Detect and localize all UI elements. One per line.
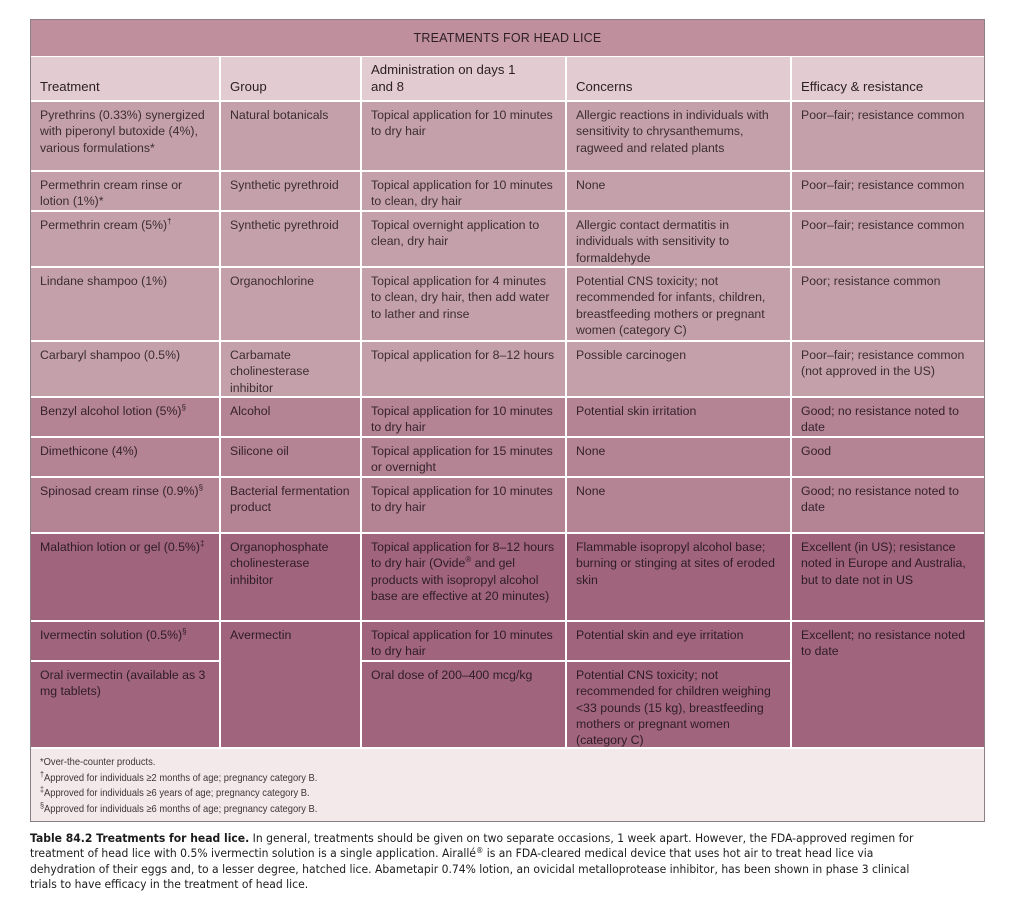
table-row-7-treatment	[31, 478, 219, 532]
administration-text-post: and gel products with isopropyl alcohol base are effective at 20 minutes)	[371, 556, 550, 603]
table-row-1-administration: Topical application for 10 minutes to clean, dry hair	[362, 172, 565, 210]
header-efficacy	[792, 57, 984, 100]
table-row-2-concerns: Allergic contact dermatitis in individuals with sensitivity to formaldehyde	[567, 212, 790, 266]
footnote-mark: †	[40, 769, 45, 779]
footnote-text: Over-the-counter products.	[43, 757, 156, 768]
table-row-9-efficacy: Excellent; no resistance noted to date	[792, 622, 984, 747]
treatment-name: Permethrin cream rinse or lotion (1%)*	[40, 178, 183, 209]
table-row-10-administration: Oral dose of 200–400 mcg/kg	[362, 662, 565, 747]
table-caption	[30, 831, 990, 892]
table-row-4-concerns: Possible carcinogen	[567, 342, 790, 396]
table-row-5-treatment	[31, 398, 219, 436]
table-row-10-treatment	[31, 662, 219, 747]
treatment-name: Spinosad cream rinse (0.9%)	[40, 484, 199, 498]
caption-line-2	[30, 846, 956, 861]
treatment-name: Permethrin cream (5%)	[40, 218, 168, 232]
table-row-1-efficacy: Poor–fair; resistance common	[792, 172, 984, 210]
table-row-9-administration: Topical application for 10 minutes to dry hair	[362, 622, 565, 660]
footnote-mark: *	[40, 757, 44, 768]
table-row-1-treatment	[31, 172, 219, 210]
table-row-2-treatment	[31, 212, 219, 266]
table-row-0-efficacy: Poor–fair; resistance common	[792, 102, 984, 170]
table-row-4-treatment	[31, 342, 219, 396]
table-row-7-efficacy: Good; no resistance noted to date	[792, 478, 984, 532]
table-row-6-efficacy: Good	[792, 438, 984, 476]
table-row-9-group: Avermectin	[221, 622, 360, 747]
footnote-mark: †	[167, 217, 172, 226]
table-row-4-efficacy: Poor–fair; resistance common (not approved in the US)	[792, 342, 984, 396]
table-row-5-group: Alcohol	[221, 398, 360, 436]
table-row-3-group: Organochlorine	[221, 268, 360, 340]
caption-text: is an FDA-cleared medical device that uses hot air to treat head lice via	[483, 847, 874, 861]
header-concerns	[567, 57, 790, 100]
table-row-8-concerns: Flammable isopropyl alcohol base; burning or stinging at sites of eroded skin	[567, 534, 790, 620]
administration-text-pre: Topical application for 8–12 hours to dry hair (Ovide	[371, 540, 555, 571]
table-row-9-treatment	[31, 622, 219, 660]
header-concerns-label: Concerns	[576, 79, 633, 94]
header-administration-line1: Administration on days 1	[371, 62, 516, 77]
table-row-2-efficacy: Poor–fair; resistance common	[792, 212, 984, 266]
table-row-3-treatment	[31, 268, 219, 340]
table-row-5-administration: Topical application for 10 minutes to dry hair	[362, 398, 565, 436]
caption-text: treatment of head lice with 0.5% ivermectin solution is a single application. Airallé	[30, 847, 477, 861]
header-efficacy-label: Efficacy & resistance	[801, 79, 924, 94]
table-row-0-group: Natural botanicals	[221, 102, 360, 170]
table-row-1-concerns: None	[567, 172, 790, 210]
table-row-7-concerns: None	[567, 478, 790, 532]
table-row-2-group: Synthetic pyrethroid	[221, 212, 360, 266]
treatment-name: Ivermectin solution (0.5%)	[40, 628, 183, 642]
footnote-mark: ‡	[199, 539, 205, 548]
treatment-name: Benzyl alcohol lotion (5%)	[40, 404, 182, 418]
table-row-4-group: Carbamate cholinesterase inhibitor	[221, 342, 360, 396]
header-administration-line2: and 8	[371, 79, 405, 94]
table-row-6-administration: Topical application for 15 minutes or overnight	[362, 438, 565, 476]
table-row-0-administration: Topical application for 10 minutes to dry hair	[362, 102, 565, 170]
treatment-name: Malathion lotion or gel (0.5%)	[40, 540, 200, 554]
registered-mark: ®	[465, 555, 472, 565]
treatment-name: Pyrethrins (0.33%) synergized with piperonyl butoxide (4%), various formulations*	[40, 108, 205, 155]
footnote-text: Approved for individuals ≥6 months of age; pregnancy category B.	[44, 803, 318, 815]
table-row-1-group: Synthetic pyrethroid	[221, 172, 360, 210]
footnote-mark: §	[40, 800, 45, 810]
table-row-6-group: Silicone oil	[221, 438, 360, 476]
treatment-name: Dimethicone (4%)	[40, 444, 138, 458]
footnote-mark: §	[198, 483, 204, 492]
footnote-mark: §	[182, 627, 187, 636]
treatment-name: Oral ivermectin (available as 3 mg tablets)	[40, 668, 206, 699]
table-row-6-concerns: None	[567, 438, 790, 476]
header-administration	[362, 57, 565, 100]
treatment-name: Carbaryl shampoo (0.5%)	[40, 348, 181, 362]
header-treatment-label: Treatment	[40, 79, 100, 94]
header-administration-label	[371, 61, 559, 95]
table-row-6-treatment	[31, 438, 219, 476]
table-row-5-concerns: Potential skin irritation	[567, 398, 790, 436]
footnote-1	[40, 771, 882, 787]
caption-text: In general, treatments should be given on two separate occasions, 1 week apart. However, the FDA-approved regimen for	[249, 832, 914, 845]
table-row-7-group: Bacterial fermentation product	[221, 478, 360, 532]
table-row-8-treatment	[31, 534, 219, 620]
table-row-8-efficacy: Excellent (in US); resistance noted in Europe and Australia, but to date not in US	[792, 534, 984, 620]
table-row-7-administration: Topical application for 10 minutes to dry hair	[362, 478, 565, 532]
caption-line-3: dehydration of their eggs and, to a lesser degree, hatched lice. Abametapir 0.74% lotion, an ovicidal metalloprotease inhibitor, has been shown in phase 3 clinical	[30, 862, 910, 876]
footnote-text: Approved for individuals ≥6 years of age; pregnancy category B.	[44, 788, 310, 799]
table-row-2-administration: Topical overnight application to clean, dry hair	[362, 212, 565, 266]
table-row-9-concerns: Potential skin and eye irritation	[567, 622, 790, 660]
footnote-0	[40, 755, 882, 771]
table-row-8-administration	[362, 534, 565, 620]
table-row-10-concerns: Potential CNS toxicity; not recommended for children weighing <33 pounds (15 kg), breastfeeding mothers or pregnant women (category C)	[567, 662, 790, 747]
table-row-4-administration: Topical application for 8–12 hours	[362, 342, 565, 396]
footnote-mark: §	[181, 403, 186, 412]
footnote-text: Approved for individuals ≥2 months of age; pregnancy category B.	[44, 772, 318, 784]
caption-lead: Table 84.2 Treatments for head lice.	[30, 832, 250, 845]
treatment-name: Lindane shampoo (1%)	[40, 274, 168, 288]
footnote-3	[40, 802, 882, 818]
table-footnotes	[31, 749, 984, 821]
table-row-0-treatment	[31, 102, 219, 170]
header-treatment	[31, 57, 219, 100]
caption-line-1	[30, 831, 956, 846]
registered-mark: ®	[476, 846, 484, 856]
table-title: TREATMENTS FOR HEAD LICE	[31, 20, 984, 56]
treatments-table	[30, 19, 985, 822]
header-group-label: Group	[230, 79, 267, 94]
table-row-3-administration: Topical application for 4 minutes to clean, dry hair, then add water to lather and rinse	[362, 268, 565, 340]
table-row-5-efficacy: Good; no resistance noted to date	[792, 398, 984, 436]
footnote-2	[40, 786, 882, 802]
table-row-0-concerns: Allergic reactions in individuals with sensitivity to chrysanthemums, ragweed and related plants	[567, 102, 790, 170]
table-row-3-efficacy: Poor; resistance common	[792, 268, 984, 340]
table-row-3-concerns: Potential CNS toxicity; not recommended for infants, children, breastfeeding mothers or pregnant women (category C)	[567, 268, 790, 340]
header-group	[221, 57, 360, 100]
footnote-mark: ‡	[40, 785, 45, 794]
caption-line-4: trials to have efficacy in the treatment of head lice.	[30, 877, 309, 891]
table-row-8-group: Organophosphate cholinesterase inhibitor	[221, 534, 360, 620]
